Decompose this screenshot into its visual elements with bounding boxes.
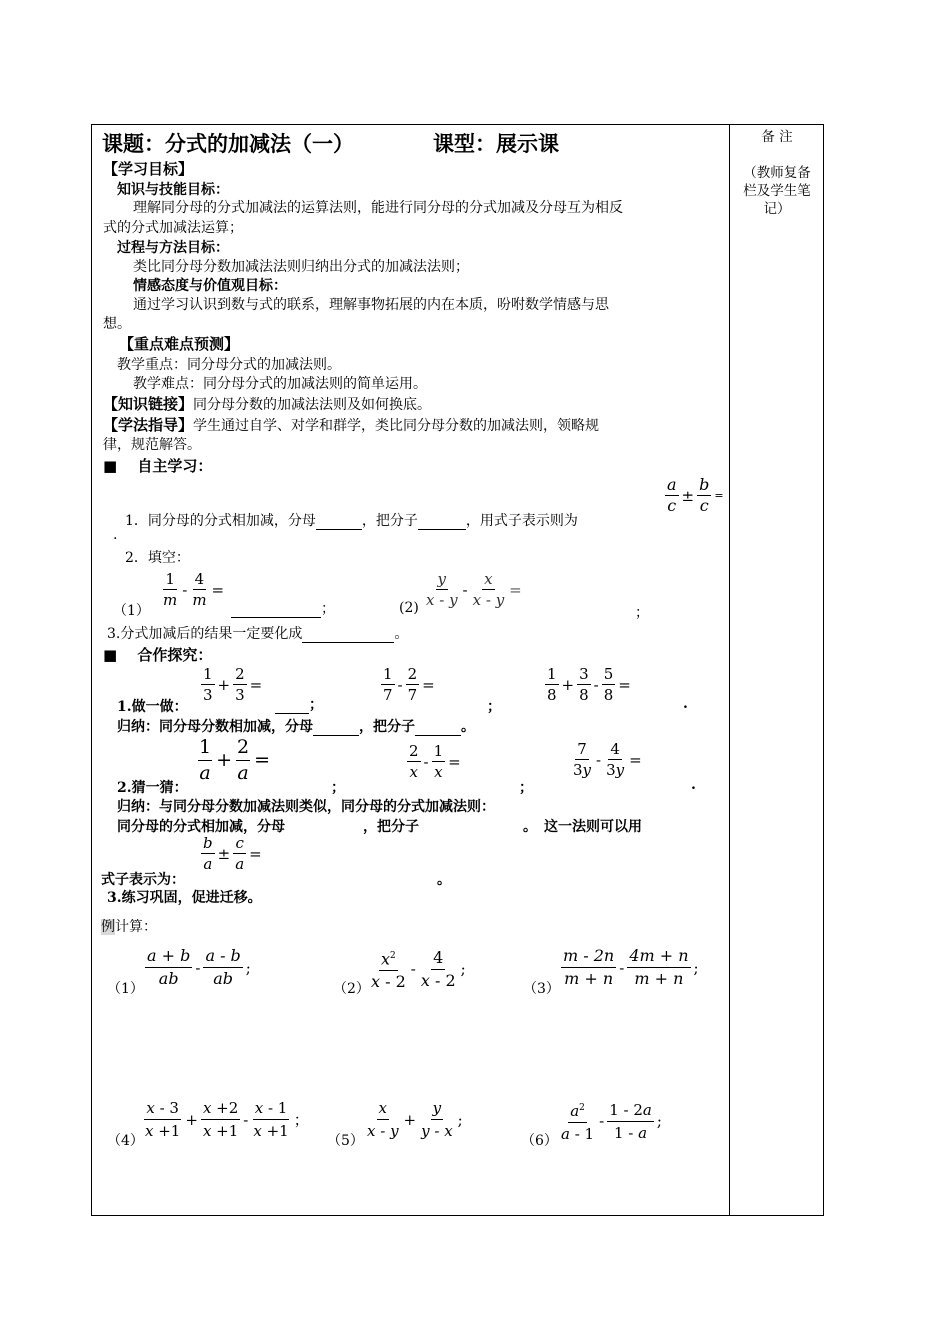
self-q3 xyxy=(107,623,408,643)
fraction-3-8: $\frac{3}{8}$ xyxy=(579,665,589,704)
notes-description: （教师复备栏及学生笔记） xyxy=(743,165,811,217)
guess-expr-2: $\frac{2}{x}$ - $\frac{1}{x}$ = xyxy=(409,742,461,781)
q1-blank-numerator[interactable] xyxy=(418,515,466,530)
ex1-number: （1） xyxy=(107,981,144,997)
do-label: 1.做一做： xyxy=(117,699,188,715)
ex5-number: （5） xyxy=(327,1133,364,1149)
guide-heading: 【学法指导】 xyxy=(103,416,194,434)
q1-blank-denominator[interactable] xyxy=(316,515,362,530)
fraction-1-over-x: $\frac{1}{x}$ xyxy=(433,742,444,781)
knowledge-link xyxy=(103,393,431,414)
lesson-title: 课题：分式的加减法（一） xyxy=(102,131,354,156)
emotion-label: 情感态度与价值观目标： xyxy=(133,278,287,294)
ex6-semicolon: ; xyxy=(656,1112,662,1130)
ex4-expression: $\frac{x - 3}{x +1}$ + $\frac{x +2}{x +1}$ - $\frac{x - 1}{x +1}$ ； xyxy=(145,1099,309,1140)
fraction-1-7: $\frac{1}{7}$ xyxy=(383,665,393,704)
guide-text-1: 学生通过自学、对学和群学，类比同分母分数的加减法则，领略规 xyxy=(193,418,600,434)
fraction-1-over-m: $\frac{1}{m}$ xyxy=(163,570,178,609)
fraction-b-over-c: $\frac{b}{c}$ xyxy=(699,475,710,515)
fraction-2-over-a: $\frac{2}{a}$ xyxy=(237,736,250,784)
fraction-4-over-3y: $\frac{4}{3y}$ xyxy=(606,740,625,779)
q2-1-number: （1） xyxy=(113,603,150,619)
main-column xyxy=(99,128,727,1214)
fraction-2-7: $\frac{2}{7}$ xyxy=(407,665,418,704)
ex2-expression: $\frac{x^2}{x - 2}$ - $\frac{4}{x - 2}$ ; xyxy=(371,947,466,992)
do-period: . xyxy=(683,696,688,712)
cooperation-heading: ■ 合作探究： xyxy=(103,646,213,664)
focus-key: 教学重点：同分母分式的加减法则。 xyxy=(117,357,341,373)
guess-period: . xyxy=(691,777,696,793)
focus-hard: 教学难点：同分母分式的加减法则的简单运用。 xyxy=(133,376,427,392)
expr-period: 。 xyxy=(437,872,451,888)
practice-heading: 3.练习巩固，促进迁移。 xyxy=(107,890,262,906)
do-answer-1 xyxy=(275,694,323,714)
self-q2: 2．填空： xyxy=(125,550,190,566)
q1-part-a: 1．同分母的分式相加减，分母 xyxy=(125,513,316,529)
ex2-number: （2） xyxy=(333,981,370,997)
do-blank-1[interactable] xyxy=(275,699,309,714)
lesson-type: 课型：展示课 xyxy=(433,131,559,156)
ex6-expression: $\frac{a^2}{a - 1}$ - $\frac{1 - 2a}{1 - a}$ ; xyxy=(557,1098,663,1144)
process-label: 过程与方法目标： xyxy=(117,240,229,256)
link-heading: 【知识链接】 xyxy=(103,395,194,413)
process-text: 类比同分母分数加减法法则归纳出分式的加减法法则； xyxy=(133,259,469,275)
rule-text-b: ，把分子 xyxy=(363,819,419,835)
fraction-1-minus-2a-over-1-minus-a: $\frac{1 - 2a}{1 - a}$ xyxy=(609,1100,652,1142)
ex3-semicolon: ; xyxy=(693,958,699,977)
do-semicolon-1: ； xyxy=(309,697,323,713)
fraction-1-8: $\frac{1}{8}$ xyxy=(547,665,557,704)
fraction-y-over-y-minus-x: $\frac{y}{y - x}$ xyxy=(421,1099,453,1140)
summary-2: 归纳：与同分母分数加减法则类似，同分母的分式加减法则： xyxy=(117,799,495,815)
ex4-semicolon: ； xyxy=(293,1111,309,1129)
do-expr-3: $\frac{1}{8}$ + $\frac{3}{8}$ - $\frac{5}{8}$ = xyxy=(547,665,631,704)
fraction-5-8: $\frac{5}{8}$ xyxy=(603,665,614,704)
ex4-number: （4） xyxy=(107,1133,144,1149)
guess-semicolon-2: ； xyxy=(519,780,533,796)
fraction-4m-plus-n-over-m-plus-n: $\frac{4m + n}{m + n}$ xyxy=(629,946,689,988)
fraction-4-over-x-minus-2: $\frac{4}{x - 2}$ xyxy=(420,947,456,990)
fraction-b-over-a: $\frac{b}{a}$ xyxy=(203,834,213,873)
do-expr-1: $\frac{1}{3}$ + $\frac{2}{3}$ = xyxy=(203,665,263,704)
fraction-4-over-m: $\frac{4}{m}$ xyxy=(192,570,207,609)
q3-end: 。 xyxy=(394,626,409,642)
knowledge-text-1: 理解同分母的分式加减法的运算法则，能进行同分母的分式加减及分母互为相反 xyxy=(133,200,623,216)
q2-1-expression: $\frac{1}{m}$ - $\frac{4}{m}$ = xyxy=(163,570,225,609)
q1-part-b: ，把分子 xyxy=(361,513,418,529)
summary-1-end: 。 xyxy=(461,719,475,735)
fraction-a2-over-a-minus-1: $\frac{a^2}{a - 1}$ xyxy=(559,1098,596,1144)
guide-text-2: 律，规范解答。 xyxy=(103,437,201,453)
fraction-7-over-3y: $\frac{7}{3y}$ xyxy=(573,740,592,779)
fraction-2-over-x: $\frac{2}{x}$ xyxy=(409,742,419,781)
summary-1-text: 归纳：同分母分数相加减，分母 xyxy=(117,719,313,735)
fraction-a-plus-b-over-ab: $\frac{a + b}{ab}$ xyxy=(147,946,191,988)
ex1-semicolon: ; xyxy=(245,958,251,977)
q3-blank[interactable] xyxy=(302,628,394,643)
q3-text: 3.分式加减后的结果一定要化成 xyxy=(107,626,303,642)
q2-2-number: (2) xyxy=(399,600,419,616)
rule-expression: $\frac{a}{c}$ ± $\frac{b}{c}$ = xyxy=(667,475,724,515)
fraction-x-over-x-minus-y: $\frac{x}{x - y}$ xyxy=(367,1099,399,1140)
summary-1-blank-a[interactable] xyxy=(313,721,359,736)
summary-1 xyxy=(117,716,475,736)
link-text: 同分母分数的加减法法则及如何换底。 xyxy=(193,397,432,413)
fraction-x-over-x-minus-y: $\frac{x}{x - y}$ xyxy=(472,570,505,609)
q1-part-c: ，用式子表示则为 xyxy=(465,513,578,529)
q2-2-expression: $\frac{y}{x - y}$ - $\frac{x}{x - y}$ = xyxy=(426,570,522,609)
fraction-1-3: $\frac{1}{3}$ xyxy=(203,665,213,704)
knowledge-text-2: 式的分式加减法运算； xyxy=(103,220,243,236)
rule-formula: $\frac{b}{a}$ ± $\frac{c}{a}$ = xyxy=(203,834,262,873)
expr-label: 式子表示为： xyxy=(101,872,185,888)
q2-1-blank[interactable] xyxy=(231,603,321,618)
fraction-a-minus-b-over-ab: $\frac{a - b}{ab}$ xyxy=(205,946,241,988)
fraction-1-over-a: $\frac{1}{a}$ xyxy=(199,736,212,784)
ex1-expression: $\frac{a + b}{ab}$ - $\frac{a - b}{ab}$ ; xyxy=(147,946,251,988)
guess-semicolon-1: ； xyxy=(331,780,345,796)
ex3-expression: $\frac{m - 2n}{m + n}$ - $\frac{4m + n}{m + n}$ ; xyxy=(563,946,699,988)
ex5-semicolon: ; xyxy=(457,1110,463,1129)
fraction-x-minus-1-over-x-plus-1: $\frac{x - 1}{x +1}$ xyxy=(253,1099,289,1140)
example-calc: 计算： xyxy=(115,919,157,935)
q1-trailing-dot: . xyxy=(113,527,118,543)
fraction-m-minus-2n-over-m-plus-n: $\frac{m - 2n}{m + n}$ xyxy=(563,946,615,988)
do-semicolon-2: ； xyxy=(487,699,501,715)
emotion-text-2: 想。 xyxy=(103,316,131,332)
example-prefix: 例 xyxy=(101,919,115,935)
ex6-number: （6） xyxy=(521,1133,558,1149)
fraction-c-over-a: $\frac{c}{a}$ xyxy=(235,834,245,873)
rule-text-c: 。 这一法则可以用 xyxy=(523,819,642,835)
ex3-number: （3） xyxy=(523,981,560,997)
method-guide xyxy=(103,414,599,435)
guess-expr-3: $\frac{7}{3y}$ - $\frac{4}{3y}$ = xyxy=(573,740,642,779)
notes-title: 备 注 xyxy=(761,129,793,145)
fraction-x-plus-2-over-x-plus-1: $\frac{x +2}{x +1}$ xyxy=(202,1099,239,1140)
example-label xyxy=(101,916,157,936)
summary-1-text-b: ，把分子 xyxy=(359,719,415,735)
goals-heading: 【学习目标】 xyxy=(103,160,194,178)
guess-label: 2.猜一猜： xyxy=(117,780,188,796)
q2-1-semicolon: ； xyxy=(321,601,335,617)
fraction-x2-over-x-minus-2: $\frac{x^2}{x - 2}$ xyxy=(369,946,408,992)
q2-2-semicolon: ； xyxy=(635,605,649,621)
ex2-semicolon: ; xyxy=(460,960,466,979)
fraction-2-3: $\frac{2}{3}$ xyxy=(235,665,245,704)
fraction-y-over-x-minus-y: $\frac{y}{x - y}$ xyxy=(426,570,458,609)
self-study-heading: ■ 自主学习： xyxy=(103,457,213,475)
self-q1 xyxy=(125,510,578,530)
do-expr-2: $\frac{1}{7}$ - $\frac{2}{7}$ = xyxy=(383,665,435,704)
fraction-x-minus-3-over-x-plus-1: $\frac{x - 3}{x +1}$ xyxy=(145,1099,181,1140)
focus-heading: 【重点难点预测】 xyxy=(119,335,240,353)
rule-line xyxy=(117,816,642,836)
rule-text-a: 同分母的分式相加减，分母 xyxy=(117,819,285,835)
knowledge-label: 知识与技能目标： xyxy=(117,182,229,198)
guess-expr-1: $\frac{1}{a}$ + $\frac{2}{a}$ = xyxy=(199,736,271,784)
q2-1-answer xyxy=(231,598,335,618)
fraction-a-over-c: $\frac{a}{c}$ xyxy=(667,475,677,515)
ex5-expression: $\frac{x}{x - y}$ + $\frac{y}{y - x}$ ; xyxy=(367,1099,463,1140)
column-divider xyxy=(729,124,730,1216)
notes-column xyxy=(731,128,823,218)
summary-1-blank-b[interactable] xyxy=(415,721,461,736)
emotion-text-1: 通过学习认识到数与式的联系，理解事物拓展的内在本质，吩咐数学情感与思 xyxy=(133,297,609,313)
